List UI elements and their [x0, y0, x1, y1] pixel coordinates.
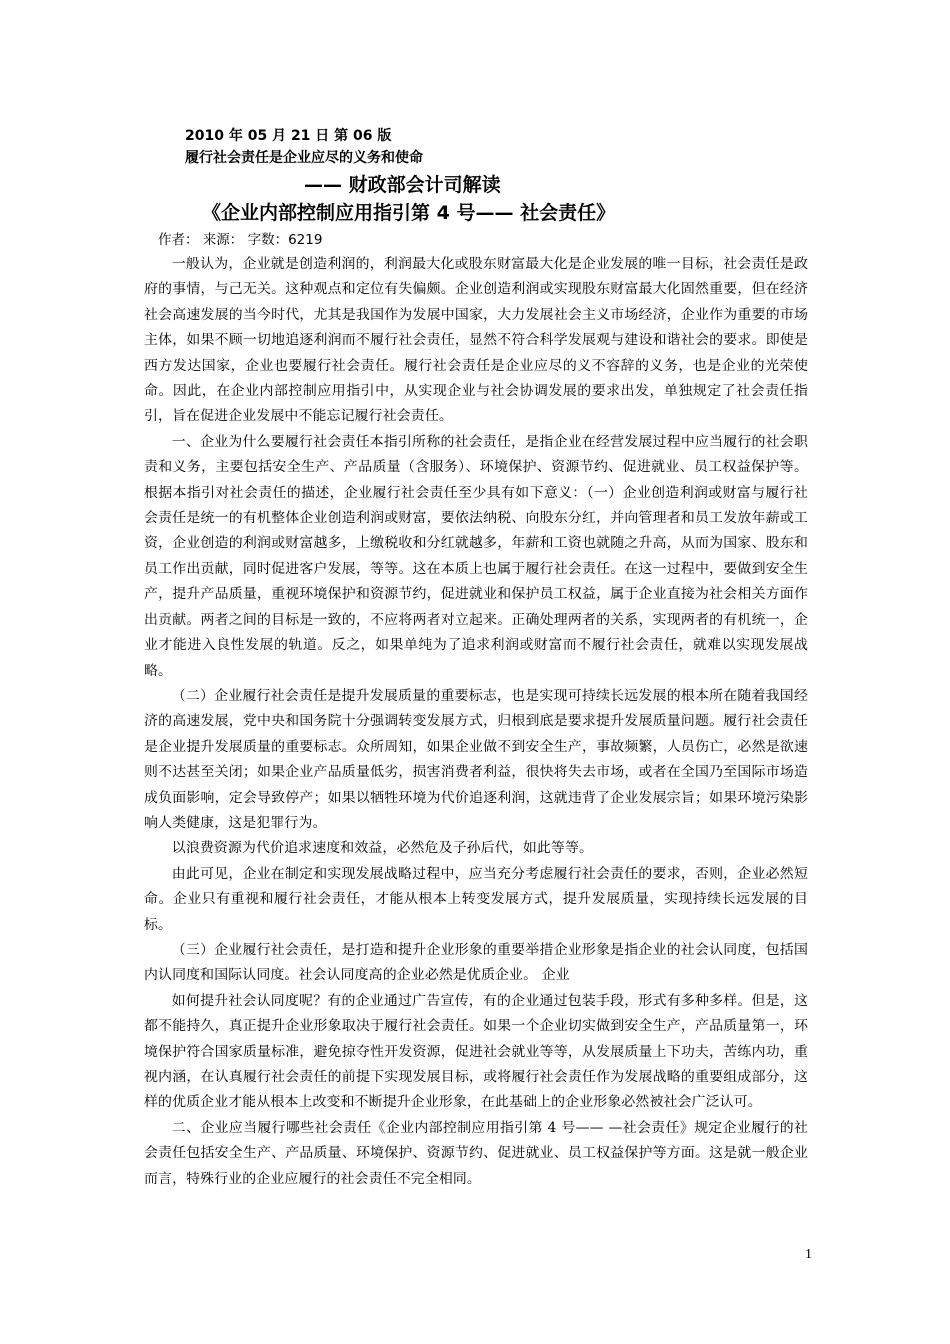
paragraph-section-1-2: （二）企业履行社会责任是提升发展质量的重要标志，也是实现可持续长远发展的根本所在随着我国经济的高速发展，党中央和国务院十分强调转变发展方式，归根到底是要求提升发展质量问题。履行社会责任是企业提升发展质量的重要标志。众所周知，如果企业做不到安全生产，事故频繁，人员伤亡，必然是欲速则不达甚至关闭；如果企业产品质量低劣，损害消费者利益，很快将失去市场，或者在全国乃至国际市场造成负面影响，定会导致停产；如果以牺牲环境为代价追逐利润，这就违背了企业发展宗旨；如果环境污染影响人类健康，这是犯罪行为。	[144, 687, 808, 831]
paragraph-social-recognition: 如何提升社会认同度呢？有的企业通过广告宣传，有的企业通过包装手段，形式有多种多样。但是，这都不能持久，真正提升企业形象取决于履行社会责任。如果一个企业切实做到安全生产，产品质量第一，环境保护符合国家质量标准，避免掠夺性开发资源，促进社会就业等等，从发展质量上下功夫，苦练内功，重视内涵，在认真履行社会责任的前提下实现发展目标，或将履行社会责任作为发展战略的重要组成部分，这样的优质企业才能从根本上改变和不断提升企业形象，在此基础上的企业形象必然被社会广泛认可。	[144, 992, 808, 1111]
byline: 作者： 来源： 字数：6219	[158, 232, 323, 248]
article-content	[144, 126, 808, 1192]
article-subtitle-source: —— 财政部会计司解读	[304, 174, 501, 196]
paragraph-resource-waste: 以浪费资源为代价追求速度和效益，必然危及子孙后代，如此等等。	[171, 840, 594, 857]
article-subtitle-guideline: 《企业内部控制应用指引第 4 号—— 社会责任》	[202, 202, 616, 224]
paragraph-section-2: 二、企业应当履行哪些社会责任《企业内部控制应用指引第 4 号—— —社会责任》规定企业履行的社会责任包括安全生产、产品质量、环境保护、资源节约、促进就业、员工权益保护等方面。这是就一般企业而言，特殊行业的企业应履行的社会责任不完全相同。	[144, 1119, 808, 1187]
paragraph-conclusion: 由此可见，企业在制定和实现发展战略过程中，应当充分考虑履行社会责任的要求，否则，企业必然短命。企业只有重视和履行社会责任，才能从根本上转变发展方式，提升发展质量，实现持续长远发展的目标。	[144, 865, 808, 933]
article-heading: 履行社会责任是企业应尽的义务和使命	[185, 150, 423, 166]
paragraph-intro: 一般认为，企业就是创造利润的，利润最大化或股东财富最大化是企业发展的唯一目标，社会责任是政府的事情，与己无关。这种观点和定位有失偏颇。企业创造利润或实现股东财富最大化固然重要，但在经济社会高速发展的当今时代，尤其是我国作为发展中国家，大力发展社会主义市场经济，企业作为重要的市场主体，如果不顾一切地追逐利润而不履行社会责任，显然不符合科学发展观与建设和谐社会的要求。即使是西方发达国家，企业也要履行社会责任。履行社会责任是企业应尽的义不容辞的义务，也是企业的光荣使命。因此，在企业内部控制应用指引中，从实现企业与社会协调发展的要求出发，单独规定了社会责任指引，旨在促进企业发展中不能忘记履行社会责任。	[144, 256, 808, 425]
paragraph-section-1: 一、企业为什么要履行社会责任本指引所称的社会责任，是指企业在经营发展过程中应当履行的社会职责和义务，主要包括安全生产、产品质量（含服务）、环境保护、资源节约、促进就业、员工权益保护等。根据本指引对社会责任的描述，企业履行社会责任至少具有如下意义：（一）企业创造利润或财富与履行社会责任是统一的有机整体企业创造利润或财富，要依法纳税、向股东分红，并向管理者和员工发放年薪或工资，企业创造的利润或财富越多，上缴税收和分红就越多，年薪和工资也就随之升高，从而为国家、股东和员工作出贡献，同时促进客户发展，等等。这在本质上也属于履行社会责任。在这一过程中，要做到安全生产，提升产品质量，重视环境保护和资源节约，促进就业和保护员工权益，属于企业直接为社会相关方面作出贡献。两者之间的目标是一致的，不应将两者对立起来。正确处理两者的关系，实现两者的有机统一，企业才能进入良性发展的轨道。反之，如果单纯为了追求利润或财富而不履行社会责任，就难以实现发展战略。	[144, 433, 808, 679]
publication-date: 2010 年 05 月 21 日 第 06 版	[185, 128, 392, 144]
paragraph-section-1-3: （三）企业履行社会责任，是打造和提升企业形象的重要举措企业形象是指企业的社会认同度，包括国内认同度和国际认同度。社会认同度高的企业必然是优质企业。 企业	[144, 941, 808, 984]
page-number: 1	[805, 1247, 812, 1262]
